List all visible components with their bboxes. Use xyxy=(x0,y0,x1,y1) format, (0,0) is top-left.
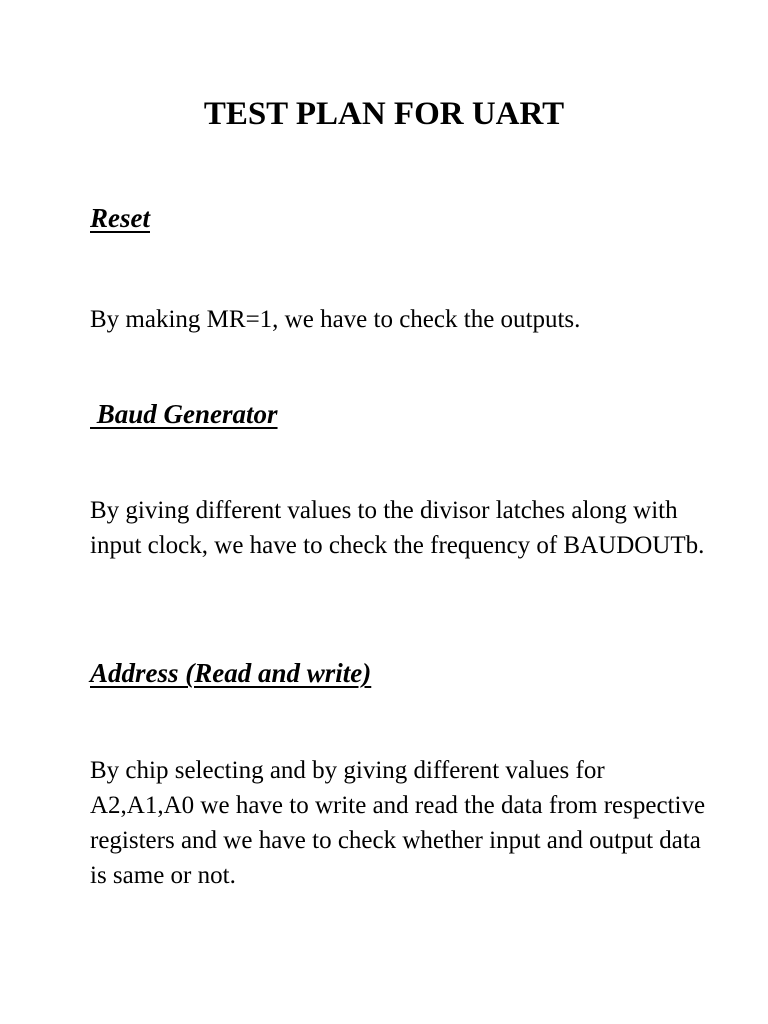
section-heading-reset: Reset xyxy=(90,203,150,233)
section-heading-baud-generator: Baud Generator xyxy=(90,399,278,429)
section-body-baud-generator: By giving different values to the divisor latches along with input clock, we have to check the frequency of BAUDOUTb. xyxy=(90,497,705,559)
section-body-reset: By making MR=1, we have to check the outputs. xyxy=(90,306,581,333)
document-title: TEST PLAN FOR UART xyxy=(203,96,565,132)
section-body-address: By chip selecting and by giving different values for A2,A1,A0 we have to write and read the data from respective registers and we have to check whether input and output data is same or not. xyxy=(90,757,706,889)
section-heading-address: Address (Read and write) xyxy=(90,658,372,688)
